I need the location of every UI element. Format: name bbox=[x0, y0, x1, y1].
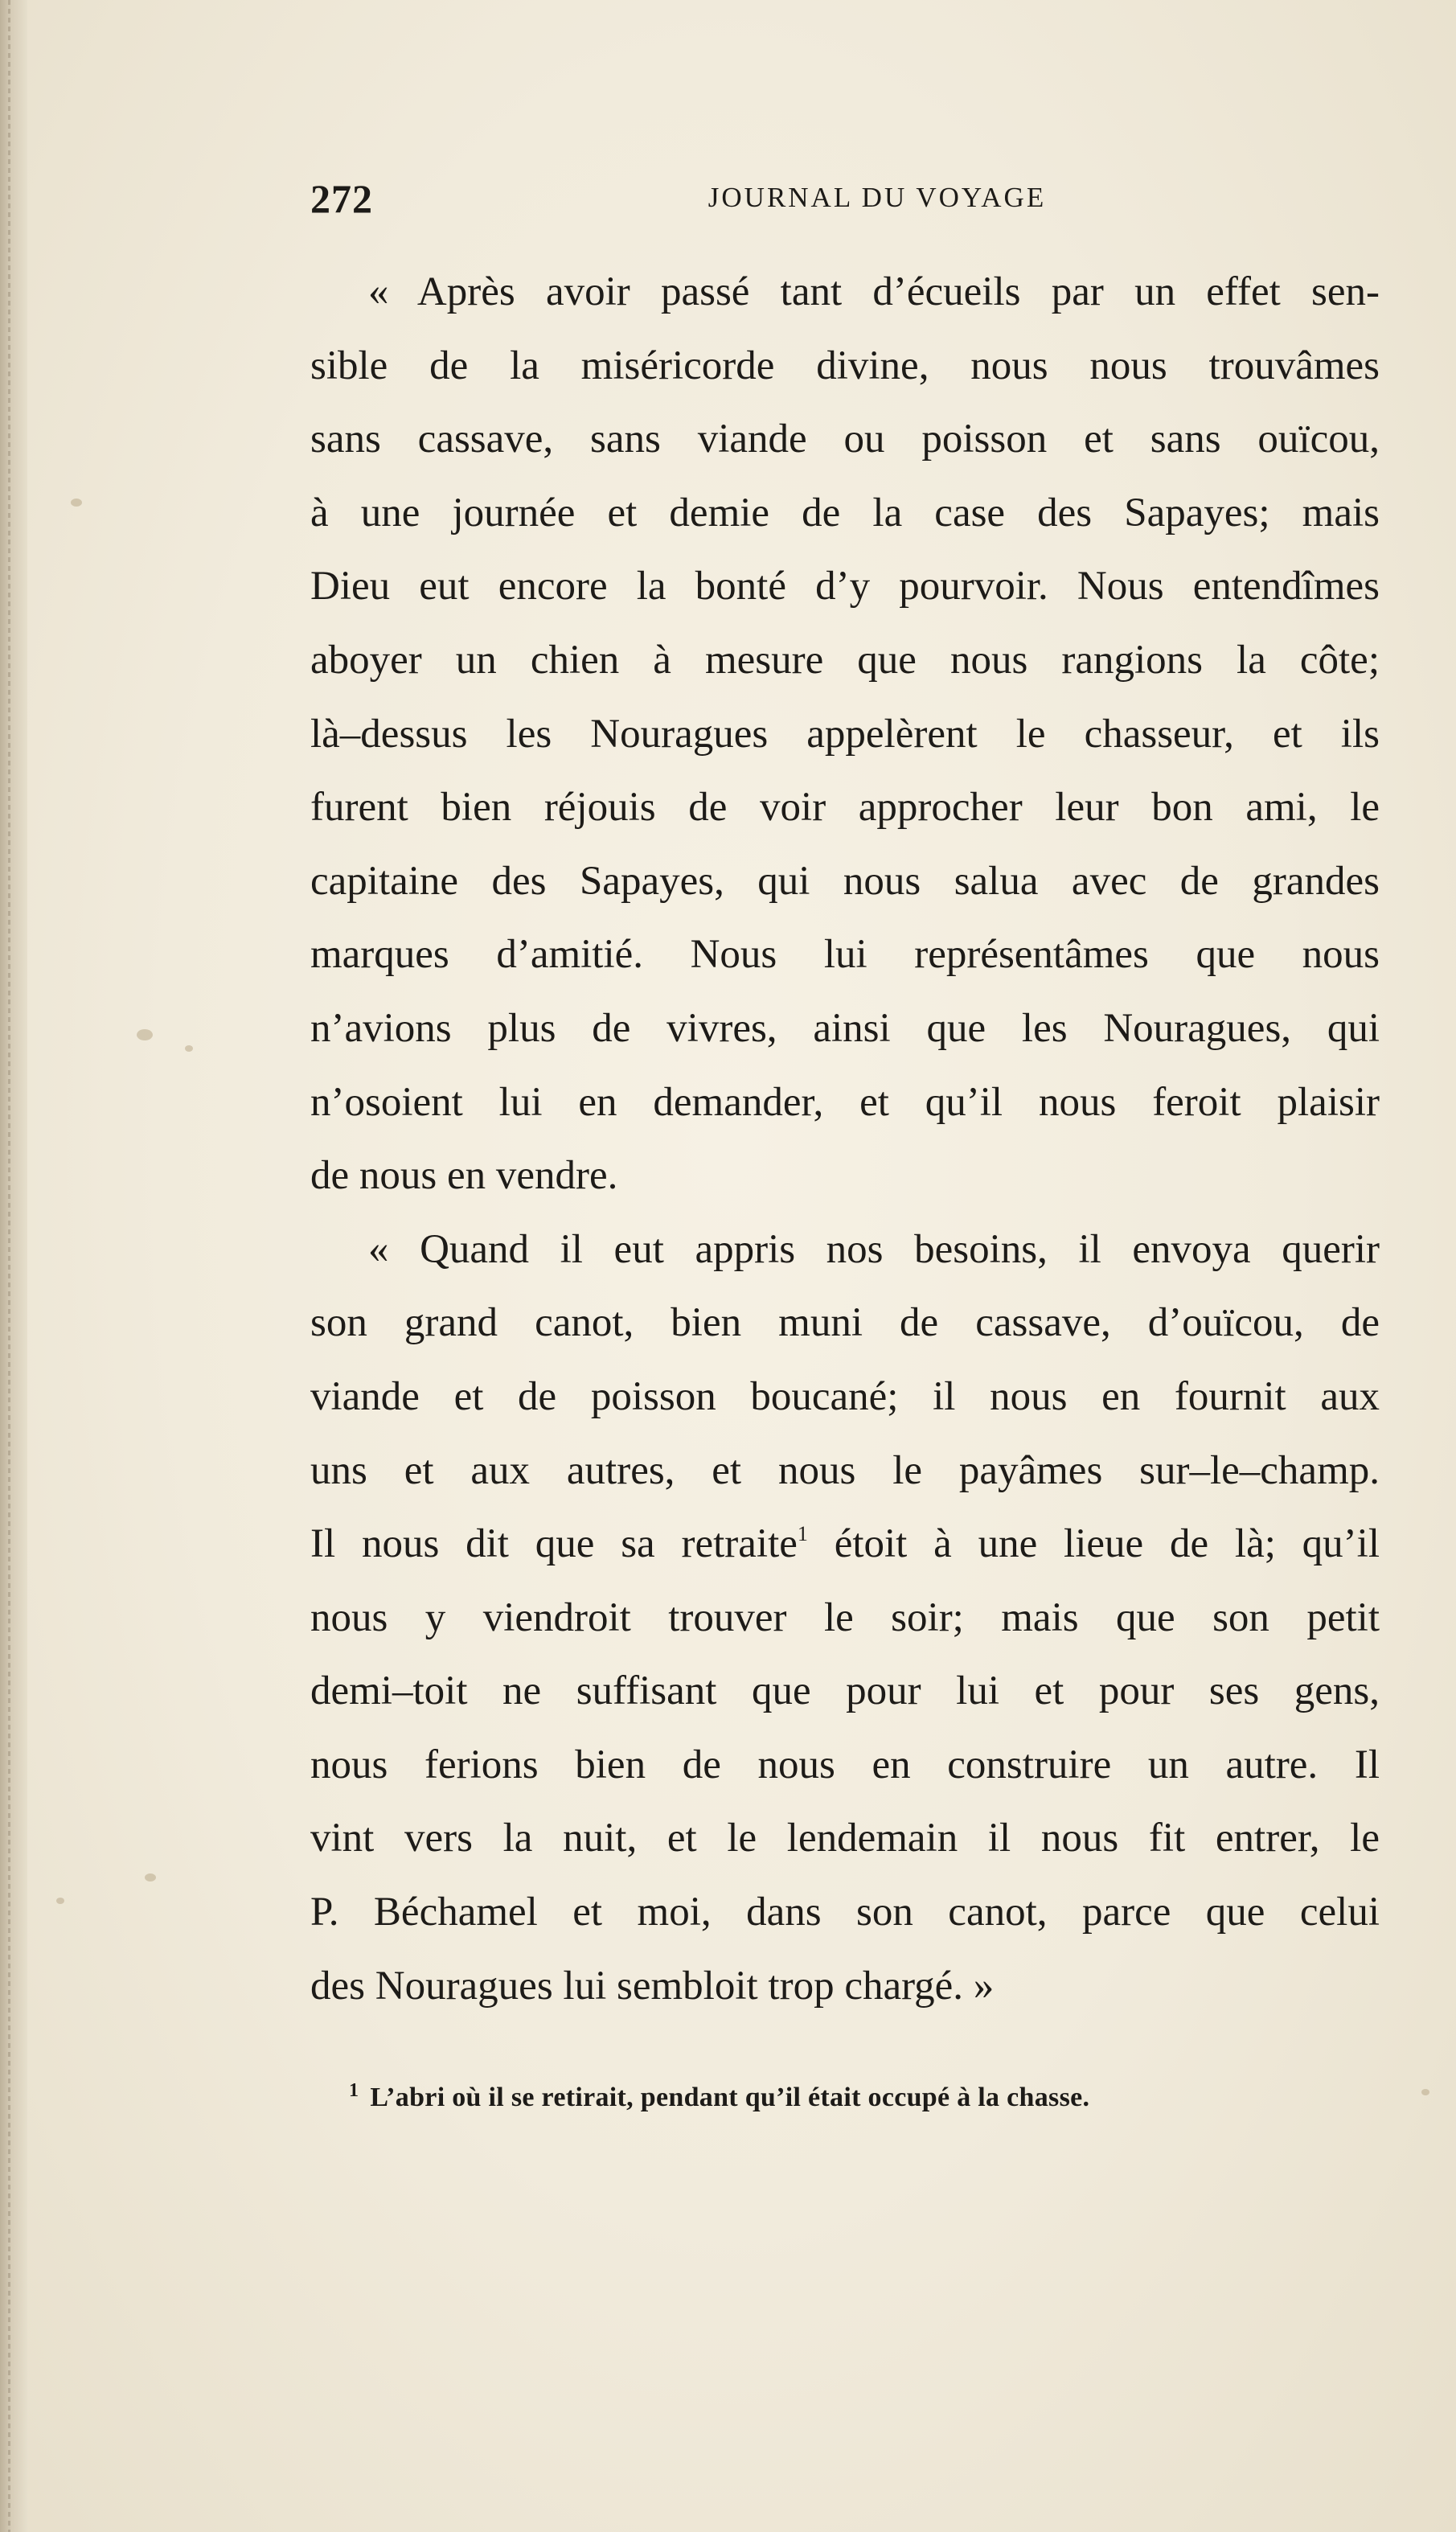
text-line: nous ferions bien de nous en construire un autre. Il bbox=[310, 1742, 1380, 1787]
footnote-reference: 1 bbox=[797, 1522, 808, 1546]
page-number: 272 bbox=[310, 176, 373, 221]
paper-spot bbox=[71, 499, 82, 507]
text-line: vint vers la nuit, et le lendemain il nous fit entrer, le bbox=[310, 1816, 1380, 1861]
text-line: demi–toit ne suffisant que pour lui et pour ses gens, bbox=[310, 1668, 1380, 1714]
text-segment: étoit à une lieue de là; qu’il bbox=[807, 1521, 1380, 1567]
page-header bbox=[310, 175, 1380, 232]
text-line: n’osoient lui en demander, et qu’il nous feroit plaisir bbox=[310, 1079, 1380, 1125]
text-line: à une journée et demie de la case des Sapayes; mais bbox=[310, 490, 1380, 536]
text-line: n’avions plus de vivres, ainsi que les Nouragues, qui bbox=[310, 1005, 1380, 1051]
text-line: viande et de poisson boucané; il nous en fournit aux bbox=[310, 1373, 1380, 1419]
footnote-text: L’abri où il se retirait, pendant qu’il était occupé à la chasse. bbox=[370, 2083, 1090, 2112]
text-line: « Après avoir passé tant d’écueils par un effet sen- bbox=[368, 269, 1380, 314]
text-line: sans cassave, sans viande ou poisson et sans ouïcou, bbox=[310, 417, 1380, 462]
text-line-with-footnote bbox=[310, 1508, 1380, 1582]
text-line: de nous en vendre. bbox=[310, 1153, 618, 1199]
running-head: JOURNAL DU VOYAGE bbox=[707, 182, 1047, 213]
paper-spot bbox=[185, 1045, 193, 1052]
footnote-marker: 1 bbox=[349, 2080, 359, 2101]
paper-spot bbox=[145, 1873, 156, 1882]
page-gutter bbox=[0, 0, 27, 2532]
text-line: des Nouragues lui sembloit trop chargé. » bbox=[310, 1963, 995, 2009]
body-text bbox=[310, 256, 1380, 2023]
text-line: uns et aux autres, et nous le payâmes sur–le–champ. bbox=[310, 1447, 1380, 1493]
paragraph-2 bbox=[310, 1213, 1380, 2024]
text-line: « Quand il eut appris nos besoins, il envoya querir bbox=[368, 1226, 1380, 1272]
text-line: furent bien réjouis de voir approcher leur bon ami, le bbox=[310, 785, 1380, 831]
paragraph-1 bbox=[310, 256, 1380, 1213]
text-line: là–dessus les Nouragues appelèrent le chasseur, et ils bbox=[310, 711, 1380, 757]
paper-spot bbox=[56, 1898, 64, 1904]
text-line: marques d’amitié. Nous lui représentâmes que nous bbox=[310, 932, 1380, 978]
text-line: Dieu eut encore la bonté d’y pourvoir. Nous entendîmes bbox=[310, 564, 1380, 609]
paper-spot bbox=[137, 1029, 153, 1040]
text-line: son grand canot, bien muni de cassave, d’ouïcou, de bbox=[310, 1300, 1380, 1346]
footnote bbox=[349, 2080, 1394, 2113]
text-line: P. Béchamel et moi, dans son canot, parce que celui bbox=[310, 1890, 1380, 1935]
text-line: aboyer un chien à mesure que nous rangions la côte; bbox=[310, 637, 1380, 683]
text-line: nous y viendroit trouver le soir; mais que son petit bbox=[310, 1594, 1380, 1640]
text-line: sible de la miséricorde divine, nous nous trouvâmes bbox=[310, 343, 1380, 388]
paper-spot bbox=[1421, 2089, 1429, 2095]
text-line: capitaine des Sapayes, qui nous salua avec de grandes bbox=[310, 858, 1380, 904]
text-segment: Il nous dit que sa retraite bbox=[310, 1521, 798, 1567]
